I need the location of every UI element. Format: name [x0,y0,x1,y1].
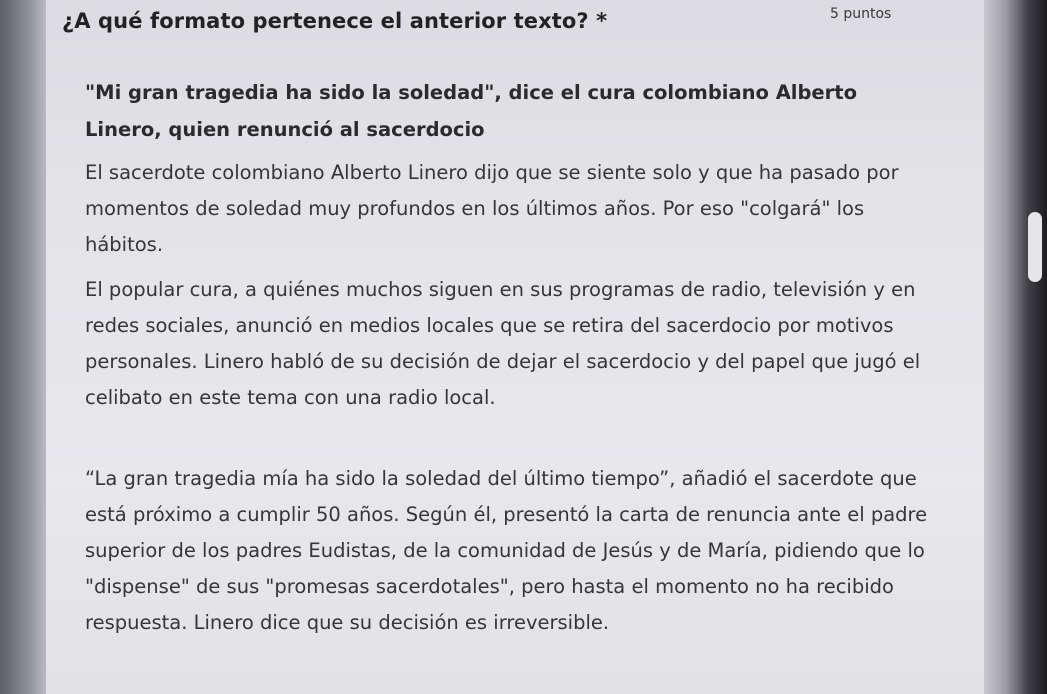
article-paragraph-1: El sacerdote colombiano Alberto Linero dijo que se siente solo y que ha pasado por momentos de soledad muy profundos en los últimos años. Por eso "colgará" los hábitos. [85,161,899,256]
article-headline: "Mi gran tragedia ha sido la soledad", dice el cura colombiano Alberto Linero, quien renunció al sacerdocio [85,81,857,141]
scrollbar-thumb[interactable] [1028,212,1042,282]
question-card [46,0,984,694]
screen-bezel-right [984,0,1047,694]
question-title: ¿A qué formato pertenece el anterior texto? * [62,9,608,33]
screen-bezel-left [0,0,46,694]
points-label: 5 puntos [830,6,892,22]
article-paragraph-2: El popular cura, a quiénes muchos siguen en sus programas de radio, televisión y en redes sociales, anunció en medios locales que se retira del sacerdocio por motivos personales. Linero habló de su decisión de dejar el sacerdocio y del papel que jugó el celibato en este tema con una radio local. [85,278,921,409]
article-paragraph-3: “La gran tragedia mía ha sido la soledad del último tiempo”, añadió el sacerdote que está próximo a cumplir 50 años. Según él, presentó la carta de renuncia ante el padre superior de los padres Eudistas, de la comunidad de Jesús y de María, pidiendo que lo "dispense" de sus "promesas sacerdotales", pero hasta el momento no ha recibido respuesta. Linero dice que su decisión es irreversible. [85,467,928,634]
